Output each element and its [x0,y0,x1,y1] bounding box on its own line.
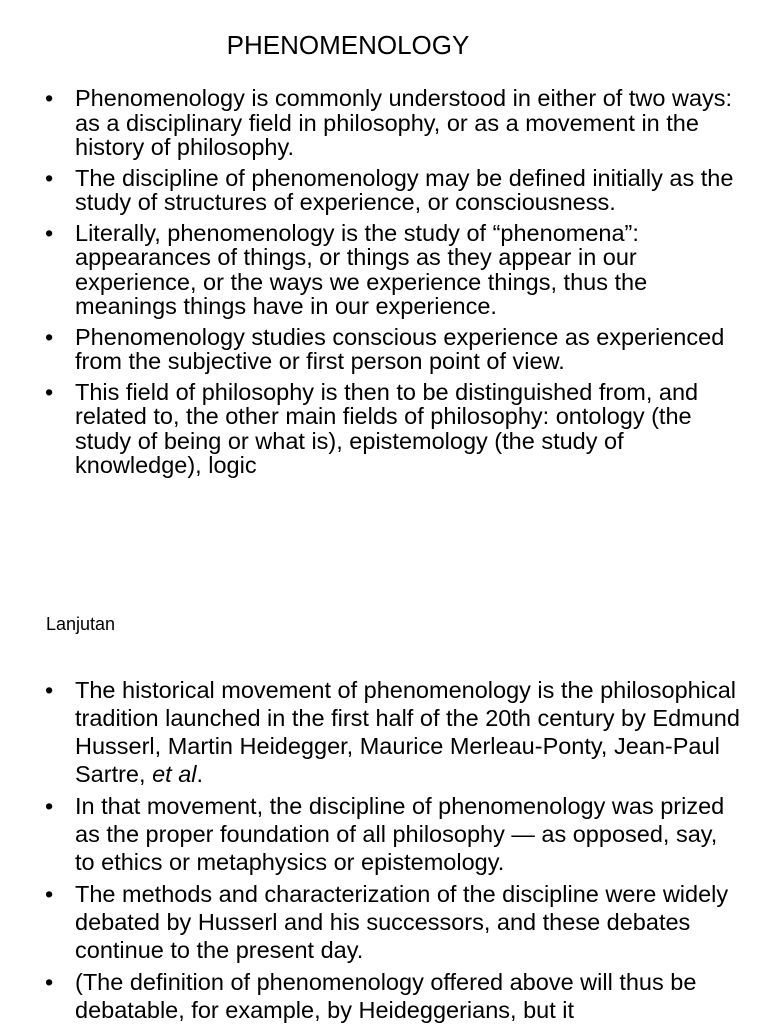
list-item [0,380,740,478]
list-item [0,166,740,215]
list-item-text: Phenomenology studies conscious experience as experienced from the subjective or first person point of view. [75,323,725,374]
list-item [0,880,740,964]
list-item-text: In that movement, the discipline of phenomenology was prized as the proper foundation of all philosophy — as opposed, say, to ethics or metaphysics or epistemology. [75,793,725,875]
list-item [0,325,740,374]
bullet-icon: • [45,378,54,405]
list-item-text: The discipline of phenomenology may be defined initially as the study of structures of experience, or consciousness. [75,164,734,215]
list-item-text: Literally, phenomenology is the study of “phenomena”: appearances of things, or things as they appear in our experience, or the ways we experience things, thus the meanings things have in our experience. [75,219,648,319]
list-item-text: The historical movement of phenomenology is the philosophical tradition launched in the first half of the 20th century by Edmund Husserl, Martin Heidegger, Maurice Merleau-Ponty, Jean-Paul Sartre, [75,677,740,787]
list-item [0,968,740,1024]
bullet-icon: • [45,219,54,246]
list-item [0,86,740,160]
list-item [0,676,740,788]
italic-text: et al [152,761,197,787]
list-item-text-end: . [196,761,204,787]
list-item [0,221,740,319]
list-item-text: (The definition of phenomenology offered above will thus be debatable, for example, by Heideggerians, but it [75,969,697,1023]
bullet-icon: • [45,85,54,111]
section-label: Lanjutan [46,614,116,634]
bullet-icon: • [45,881,54,907]
bullet-list [0,676,740,1028]
bullet-icon: • [45,164,54,191]
bullet-icon: • [45,793,54,819]
page-title: PHENOMENOLOGY [226,30,470,60]
list-item [0,792,740,876]
bullet-icon: • [45,323,54,350]
bullet-list [0,86,740,484]
list-item-text: This field of philosophy is then to be distinguished from, and related to, the other main fields of philosophy: ontology (the study of being or what is), epistemology (the study of knowledge), logic [75,378,699,478]
bullet-icon: • [45,969,54,995]
bullet-icon: • [45,677,54,703]
list-item-text: The methods and characterization of the discipline were widely debated by Husserl and his successors, and these debates continue to the present day. [75,881,729,963]
list-item-text: Phenomenology is commonly understood in either of two ways: as a disciplinary field in philosophy, or as a movement in the history of philosophy. [75,85,733,160]
